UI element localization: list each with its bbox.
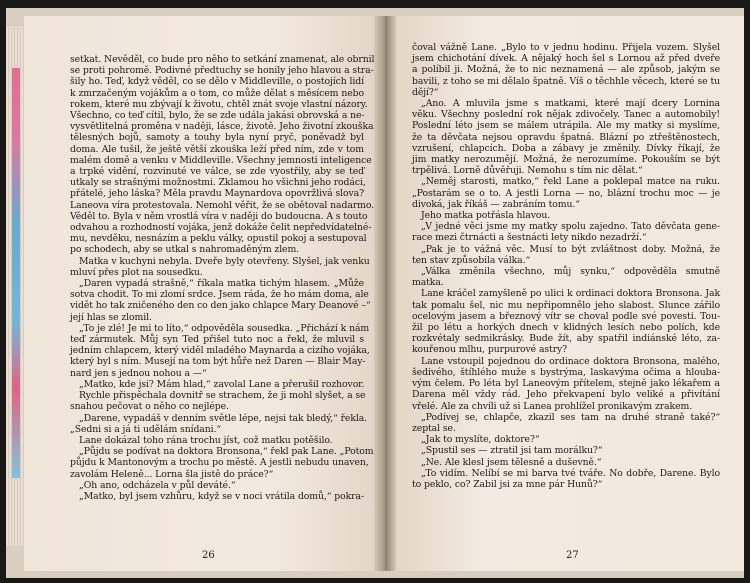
text-line: vidět ho tak zničeného den co den jako chlapce Mary Deanové –“ (70, 300, 371, 312)
text-line: mluví přes plot na sousedku. (70, 266, 203, 278)
text-line: teď zármutek. Můj syn Ted přišel tuto noc a řekl, že mluvil s (70, 334, 364, 346)
text-line: „Sedni si a já ti udělám snídani.“ (70, 423, 222, 435)
text-line: Lane kráčel zamyšleně po ulici k ordinaci doktora Bronsona. Jak (421, 288, 720, 300)
text-line: setkat. Nevěděl, co bude pro něho to setkání znamenat, ale obrnil (70, 54, 375, 65)
text-line: utkaly se strašnými možnostmi. Zklamou ho všichni jeho rodáci, (70, 177, 366, 189)
text-line: „Oh ano, odcházela v půl deváté.“ (79, 479, 236, 491)
text-line: Poslední léto jsem se málem utrápila. Ale my matky si myslíme, (412, 120, 720, 132)
text-line: ten stav způsobila válka.“ (412, 254, 531, 266)
text-line: „To je zlé! Je mi to líto,“ odpověděla sousedka. „Přichází k nám (79, 322, 370, 334)
text-line: Lane dokázal toho rána trochu jíst, což matku potěšilo. (79, 434, 333, 446)
text-line: žil po létu a horkých dnech v klidných lesích nebo polích, kde (412, 322, 720, 334)
open-book (6, 8, 744, 578)
text-line: „Matko, byl jsem vzhůru, když se v noci vrátila domů,“ pokra- (79, 490, 364, 502)
text-line: „Neměj starosti, matko,“ řekl Lane a poklepal matce na ruku. (421, 176, 720, 188)
text-line: divoká, jak říkáš — zabráním tomu.“ (412, 198, 580, 210)
text-line: „Spustil ses — ztratil jsi tam morálku?“ (421, 445, 603, 457)
text-line: „Podívej se, chlapče, zkazil ses tam na druhé straně také?“ (421, 411, 720, 423)
text-line: mu, nevděku, nesnázím a peklu války, opustil pokoj a sestupoval (70, 233, 367, 245)
text-line: jim matky nerozumějí. Možná, že nerozumíme. Pokouším se být (412, 154, 720, 166)
text-line: věku. Všechny poslední rok nějak zdivočely. Tanec a automobily! (412, 109, 720, 121)
text-line: jsem chichotání dívek. A nějaký hoch šel s Lornou až před dveře (412, 53, 720, 65)
text-line: Všechno, co teď cítil, bylo, že se zde udála jakási obrovská a ne- (70, 110, 365, 122)
text-line: vřelé. Ale za chvíli už si Lanea prohlížel pronikavým zrakem. (412, 400, 693, 412)
text-line: Lane vstoupil pojednou do ordinace doktora Bronsona, malého, (421, 355, 720, 367)
text-line: „Postarám se o to. A jestli Lorna — no, blázní trochu moc — je (412, 187, 720, 199)
text-line: Jeho matka potřásla hlavou. (421, 210, 551, 222)
text-line: snahou pečovat o něho co nejlépe. (70, 401, 229, 413)
text-line: trpělivá. Lorně důvěřuji. Nemohu s tím nic dělat.“ (412, 165, 643, 177)
text-line: který byl s ním. Musejí na tom být hůře než Daren — Blair May- (70, 356, 366, 368)
text-line: půjdu k Mantonovým a trochu po městě. A jestli nebudu unaven, (70, 457, 369, 469)
text-line: „Matko, kde jsi? Mám hlad,“ zavolal Lane a přerušil rozhovor. (79, 378, 365, 390)
text-line: k zmrzačeným vojákům a o tom, co může dělat s měsícem nebo (70, 87, 364, 99)
text-line: Matka v kuchyni nebyla. Dveře byly otevřeny. Slyšel, jak venku (79, 255, 370, 267)
text-line: zeptal se. (412, 422, 456, 434)
text-line: „Daren vypadá strašně,“ říkala matka tichým hlasem. „Může (79, 278, 364, 290)
text-line: její hlas se zlomil. (70, 311, 152, 323)
text-line: vysvětlitelná proměna v naději, lásce, životě. Jeho životní zkouška (70, 121, 374, 133)
left-page (24, 16, 374, 571)
text-line: zavolám Heleně... Lorna šla jistě do práce?“ (70, 468, 274, 480)
text-line: bavili, z toho se mi dělalo špatně. Víš o těchhle věcech, které se tu (412, 75, 720, 87)
left-page-number: 26 (202, 550, 215, 561)
text-line: kouřenou mlhu, purpurové astry? (412, 344, 568, 356)
text-line: „Ne. Ale klesl jsem tělesně a duševně.“ (421, 456, 602, 468)
text-line: Věděl to. Byla v něm vrostlá víra v naději do budoucna. A s touto (70, 210, 368, 222)
text-line: jedním chlapcem, který viděl mladého Maynarda a cizího vojáka, (70, 345, 370, 357)
text-line: po schodech, aby se utkal s nahromaděným zlem. (70, 244, 300, 256)
text-line: sotva chodit. To mi zlomí srdce. Jsem ráda, že ho mám doma, ale (70, 289, 369, 301)
text-line: vým čelem. Po léta byl Laneovým přítelem, stejně jako lékařem a (412, 378, 720, 390)
text-line: „Darene, vypadáš v denním světle lépe, nejsi tak bledý,“ řekla. (79, 412, 368, 424)
text-line: a trpké vidění, rozvinuté ve válce, se zde vyostřily, aby se teď (70, 166, 364, 178)
colored-page-tabs (12, 68, 20, 478)
text-line: nard jen s jednou nohou a —“ (70, 367, 207, 379)
text-line: vzrušení, chlapcích. Doba a zábavy je změnily. Dívky říkají, že (412, 142, 720, 154)
text-line: rokem, které mu zbývají k životu, chtěl znát svoje vlastní názory. (70, 98, 368, 110)
text-line: se proti pohromě. Podivné předtuchy se honily jeho hlavou a stra- (70, 65, 374, 77)
text-line: a políbil ji. Možná, že to nic neznamená — ale způsob, jakým se (412, 64, 720, 76)
text-line: „To vidím. Nelíbí se mi barva tvé tváře. No dobře, Darene. Bylo (421, 467, 720, 479)
left-page-text (70, 54, 375, 502)
text-line: tak pomalu šel, nic mu nepřipomnělo jeho slabost. Slunce zářilo (412, 299, 720, 311)
right-page (396, 16, 744, 571)
text-line: že ta děvčata nejsou opravdu špatná. Blázní po ztřeštěnostech, (412, 131, 720, 143)
text-line: Darena měl vždy rád. Jeho překvapení bylo veliké a přivítání (412, 389, 720, 401)
text-line: odvahou a rozhodností vojáka, jenž dokáže čelit nepředvídatelné- (70, 222, 372, 234)
right-page-number: 27 (566, 550, 579, 561)
text-line: „Ano. A mluvila jsme s matkami, které mají dcery Lornina (421, 98, 720, 110)
text-line: čoval vážně Lane. „Bylo to v jednu hodinu. Přijela vozem. Slyšel (412, 42, 720, 53)
text-line: rozkvétaly sedmikrásky. Bude žít, aby spatřil indiánské léto, za- (412, 333, 720, 345)
text-line: race mezi čtrnácti a šestnácti lety nikdo nezadrží.“ (412, 232, 647, 244)
text-line: malém domě a venku v Middleville. Všechny jemnosti inteligence (70, 154, 372, 166)
text-line: matka. (412, 277, 444, 289)
text-line: doma. Ale tušil, že ještě větší zkouška leží před ním, zde v tom (70, 143, 364, 155)
text-line: přátelé, jeho láska? Měla pravdu Maynardova opovržlivá slova? (70, 188, 364, 200)
text-line: Rychle přispěchala dovnitř se strachem, že ji mohl slyšet, a se (79, 390, 366, 402)
text-line: ocelovým jasem a březnový vítr se choval podle své povesti. Tou- (412, 310, 720, 322)
text-line: „Pak je to vážná věc. Musí to být zvláštnost doby. Možná, že (421, 243, 720, 255)
text-line: tělesných bojů, samoty a touhy byla nyní pryč, poněvadž byl (70, 132, 364, 144)
text-line: „Jak to myslíte, doktore?“ (421, 434, 540, 446)
text-line: šedivého, štíhlého muže s bystrýma, laskavýma očima a hlouba- (412, 366, 720, 378)
book-gutter (374, 16, 396, 571)
text-line: dějí?“ (412, 86, 439, 98)
text-line: Laneova víra protestovala. Nemohl věřit, že se obětoval nadarmo. (70, 199, 375, 211)
text-line: šily ho. Teď, když věděl, co se dělo v Middleville, o postojích lidí (70, 76, 364, 88)
text-line: „V jedné věci jsme my matky spolu zajedno. Tato děvčata gene- (421, 221, 720, 233)
text-line: „Válka změnila všechno, můj synku,“ odpověděla smutně (421, 266, 720, 278)
right-page-text (412, 42, 720, 490)
text-line: to peklo, co? Zabil jsi za mne pár Hunů?“ (412, 478, 603, 490)
text-line: „Půjdu se podívat na doktora Bronsona,“ řekl pak Lane. „Potom (79, 446, 374, 458)
